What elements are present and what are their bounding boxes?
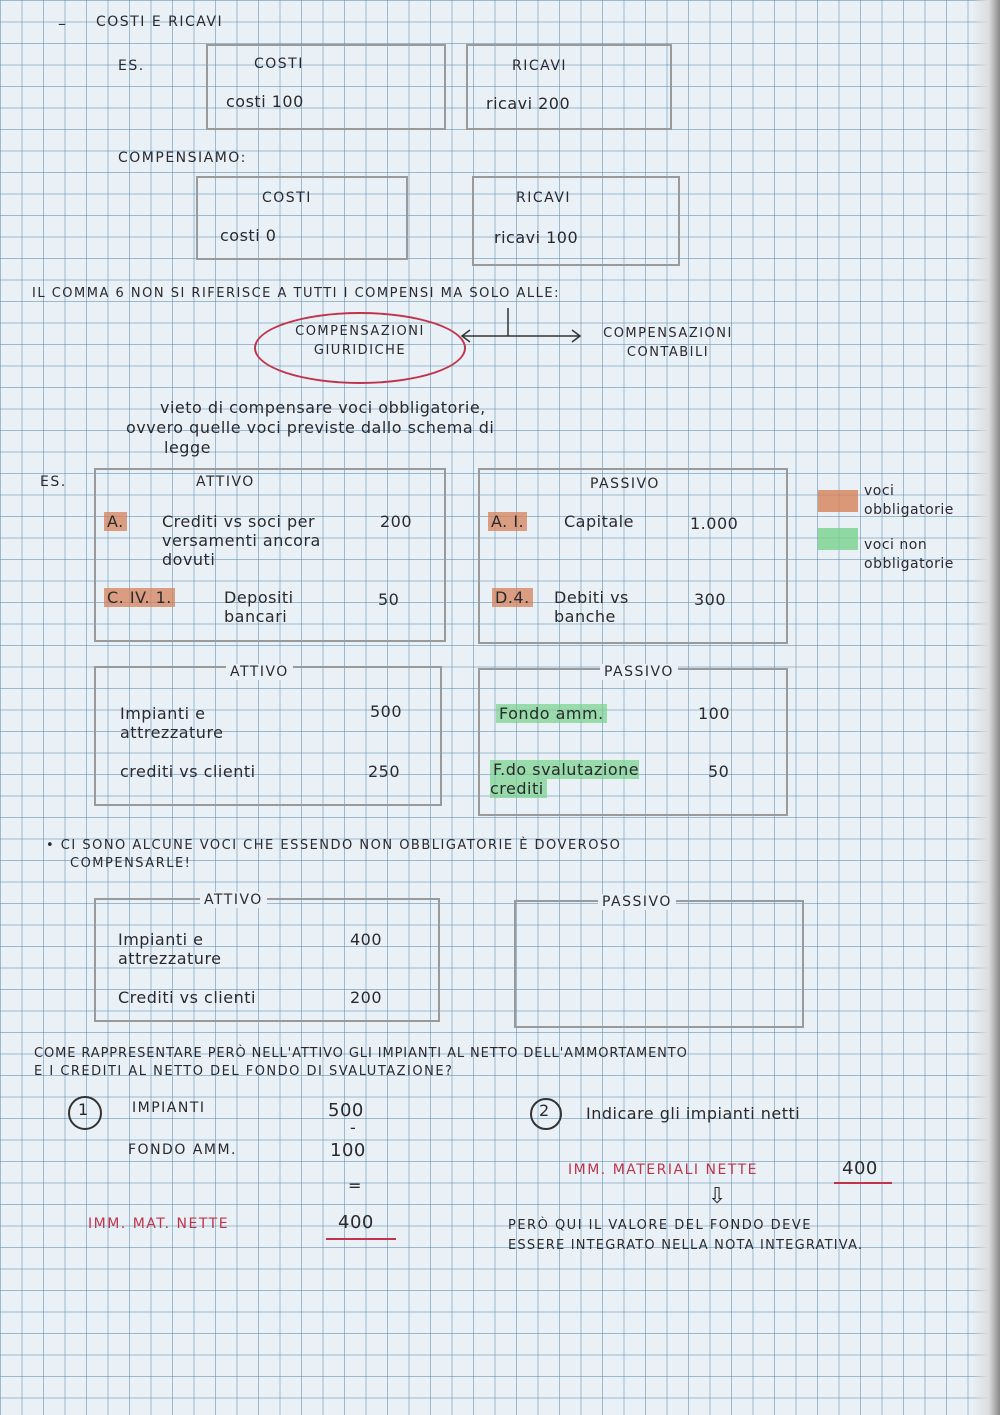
passivo2-row-1-label: Fondo amm.: [496, 704, 607, 723]
attivo-title-1: ATTIVO: [196, 474, 255, 490]
passivo-title-1: PASSIVO: [590, 476, 660, 492]
passivo-row-2-code: D.4.: [492, 588, 533, 607]
juridical-label: COMPENSAZIONI GIURIDICHE: [295, 324, 425, 358]
passivo-row-2-value: 300: [694, 590, 727, 609]
passivo-row-2-label: Debiti vs banche: [554, 588, 629, 626]
imm-mat-nette-label: IMM. MAT. NETTE: [88, 1216, 230, 1232]
attivo-row-1-code: A.: [104, 512, 127, 531]
imm-mat-nette-value: 400: [338, 1212, 374, 1233]
attivo2-row-2-value: 250: [368, 762, 401, 781]
costi-compensated-title: COSTI: [262, 190, 312, 206]
attivo2-row-2-label: crediti vs clienti: [120, 762, 256, 781]
ricavi-compensated-box: [472, 176, 680, 266]
heading-costi-ricavi: COSTI E RICAVI: [96, 14, 224, 30]
option-2-note-line-1: PERÒ QUI IL VALORE DEL FONDO DEVE: [508, 1218, 812, 1233]
es-label-2: ES.: [40, 474, 67, 490]
legend-optional-swatch: [818, 528, 858, 550]
option-1-number: 1: [78, 1100, 89, 1119]
passivo-row-1-value: 1.000: [690, 514, 739, 533]
costi-compensated-line: costi 0: [220, 226, 277, 245]
attivo-title-2: ATTIVO: [226, 664, 293, 680]
attivo-title-3: ATTIVO: [200, 892, 267, 908]
impianti-label: IMPIANTI: [132, 1100, 206, 1116]
attivo-row-2-value: 50: [378, 590, 400, 609]
question-line-1: COME RAPPRESENTARE PERÒ NELL'ATTIVO GLI IMPIANTI AL NETTO DELL'AMMORTAMENTO: [34, 1046, 688, 1061]
ricavi-compensated-line: ricavi 100: [494, 228, 579, 247]
es-label: ES.: [118, 58, 145, 74]
minus-sign: -: [350, 1118, 357, 1137]
passivo2-row-2-value: 50: [708, 762, 730, 781]
attivo3-row-1-label: Impianti e attrezzature: [118, 930, 222, 968]
passivo-row-1-code: A. I.: [488, 512, 527, 531]
ricavi-box: [466, 44, 672, 130]
passivo2-row-2-label: F.do svalutazione crediti: [490, 760, 640, 798]
down-arrow-icon: ⇩: [708, 1184, 727, 1209]
attivo3-row-1-value: 400: [350, 930, 383, 949]
fondo-amm-value: 100: [330, 1140, 366, 1161]
passivo-box-3: [514, 894, 804, 1028]
passivo-title-2: PASSIVO: [600, 664, 678, 680]
option-2-text: Indicare gli impianti netti: [586, 1104, 801, 1123]
passivo-title-3: PASSIVO: [598, 894, 676, 910]
attivo-row-1-value: 200: [380, 512, 413, 531]
note-line-1: vieto di compensare voci obbligatorie,: [160, 398, 486, 417]
attivo3-row-2-label: Crediti vs clienti: [118, 988, 256, 1007]
ricavi-box-line: ricavi 200: [486, 94, 571, 113]
attivo-row-1-label: Crediti vs soci per versamenti ancora dovuti: [162, 512, 321, 569]
page-edge: [972, 0, 1000, 1415]
attivo-box-2: [94, 666, 442, 806]
ricavi-box-title: RICAVI: [512, 58, 568, 74]
fondo-amm-label: FONDO AMM.: [128, 1142, 237, 1158]
costi-box: [206, 44, 446, 130]
legend-mandatory-label: voci obbligatorie: [864, 483, 954, 518]
option-2-note-line-2: ESSERE INTEGRATO NELLA NOTA INTEGRATIVA.: [508, 1238, 864, 1253]
costi-compensated-box: [196, 176, 408, 260]
compensiamo-heading: COMPENSIAMO:: [118, 150, 247, 166]
legend-optional-label: voci non obbligatorie: [864, 537, 954, 572]
note2-line-1: • CI SONO ALCUNE VOCI CHE ESSENDO NON OBBLIGATORIE È DOVEROSO: [46, 838, 622, 853]
note-line-3: legge: [164, 438, 211, 457]
imm-materiali-nette-label: IMM. MATERIALI NETTE: [568, 1162, 758, 1178]
attivo-row-2-code: C. IV. 1.: [104, 588, 175, 607]
costi-box-title: COSTI: [254, 56, 304, 72]
note-line-2: ovvero quelle voci previste dallo schema di: [126, 418, 495, 437]
attivo-box-1: [94, 468, 446, 642]
attivo3-row-2-value: 200: [350, 988, 383, 1007]
note2-line-2: COMPENSARLE!: [70, 856, 192, 871]
legend-mandatory-swatch: [818, 490, 858, 512]
passivo-box-1: [478, 468, 788, 644]
accounting-label: COMPENSAZIONI CONTABILI: [603, 326, 733, 360]
dash-bullet: –: [58, 14, 67, 33]
impianti-value: 500: [328, 1100, 364, 1121]
comma-arrow: [456, 306, 586, 350]
passivo2-row-1-value: 100: [698, 704, 731, 723]
attivo2-row-1-value: 500: [370, 702, 403, 721]
option-2-number: 2: [539, 1101, 550, 1120]
question-line-2: E I CREDITI AL NETTO DEL FONDO DI SVALUTAZIONE?: [34, 1064, 454, 1079]
equals-sign: =: [348, 1176, 362, 1195]
result-2-underline: [834, 1182, 892, 1184]
passivo-row-1-label: Capitale: [564, 512, 634, 531]
imm-materiali-nette-value: 400: [842, 1158, 878, 1179]
result-1-underline: [326, 1238, 396, 1240]
attivo-row-2-label: Depositi bancari: [224, 588, 294, 626]
comma-text: IL COMMA 6 NON SI RIFERISCE A TUTTI I COMPENSI MA SOLO ALLE:: [32, 286, 560, 301]
ricavi-compensated-title: RICAVI: [516, 190, 572, 206]
passivo-box-2: [478, 664, 788, 816]
attivo2-row-1-label: Impianti e attrezzature: [120, 704, 224, 742]
costi-box-line: costi 100: [226, 92, 304, 111]
attivo-box-3: [94, 892, 440, 1022]
